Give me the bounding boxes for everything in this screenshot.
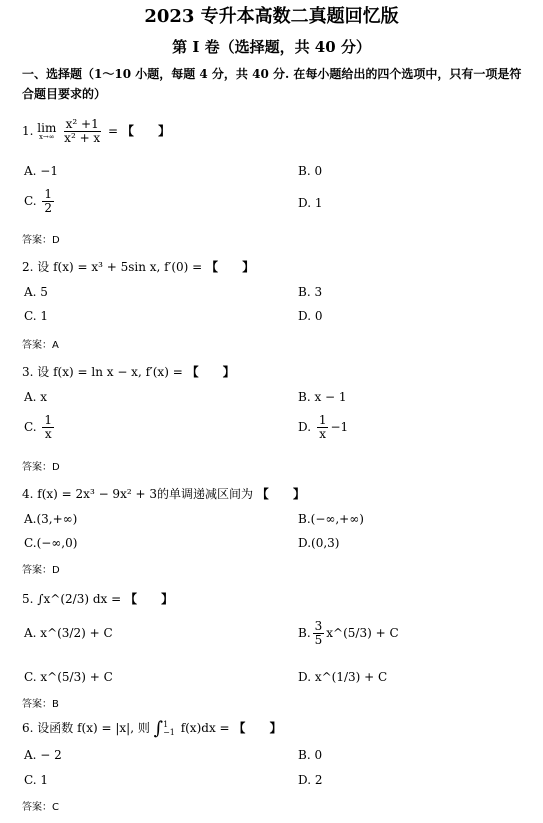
answer-4: 答案：D bbox=[22, 565, 60, 576]
option-c: C. $\frac{1}{2}$ bbox=[24, 187, 53, 216]
page-subtitle: 第 I 卷（选择题，共 40 分） bbox=[172, 38, 371, 56]
option-d: D. 2 bbox=[298, 773, 323, 787]
limit-operator: lim x→∞ bbox=[37, 121, 57, 142]
option-d: D. 1 bbox=[298, 196, 323, 210]
option-b: B. x − 1 bbox=[298, 390, 347, 404]
option-c: C. 1 bbox=[24, 309, 49, 323]
question-4: 4. f(x) = 2x³ − 9x² + 3的单调递减区间为 【 】 bbox=[22, 487, 315, 501]
answer-1: 答案：D bbox=[22, 235, 60, 246]
option-b: B. 0 bbox=[298, 164, 323, 178]
answer-2: 答案：A bbox=[22, 340, 59, 351]
question-1: 1. lim x→∞ $\frac{\text{x² +1}}{\text{x² + x}}$ = 【 】 bbox=[22, 117, 181, 146]
answer-bracket: 【 】 bbox=[186, 365, 245, 379]
answer-5: 答案：B bbox=[22, 699, 59, 710]
option-c: C. x^(5/3) + C bbox=[24, 670, 113, 684]
answer-bracket: 【 】 bbox=[125, 592, 184, 606]
option-c: C. $\frac{1}{x}$ bbox=[24, 413, 53, 442]
option-b: B.(−∞,+∞) bbox=[298, 512, 364, 526]
question-5: 5. ∫x^(2/3) dx = 【 】 bbox=[22, 592, 184, 606]
option-a: A. 5 bbox=[24, 285, 48, 299]
integral-sign-icon: ∫ bbox=[153, 718, 164, 739]
answer-3: 答案：D bbox=[22, 462, 60, 473]
section-instructions: 一、选择题（1～10 小题，每题 4 分，共 40 分. 在每小题给出的四个选项中，只有一项是符合题目要求的） bbox=[22, 67, 522, 101]
answer-bracket: 【 】 bbox=[121, 124, 181, 139]
option-d: D. 0 bbox=[298, 309, 323, 323]
answer-bracket: 【 】 bbox=[256, 487, 315, 501]
option-b: B. 0 bbox=[298, 748, 323, 762]
question-2: 2. 设 f(x) = x³ + 5sin x, f′(0) = 【 】 bbox=[22, 260, 265, 274]
option-a: A.(3,+∞) bbox=[24, 512, 78, 526]
option-a: A. x bbox=[24, 390, 48, 404]
page-title: 2023 专升本高数二真题回忆版 bbox=[144, 6, 399, 27]
option-a: A. x^(3/2) + C bbox=[24, 626, 113, 640]
option-c: C.(−∞,0) bbox=[24, 536, 78, 550]
option-c: C. 1 bbox=[24, 773, 49, 787]
option-d: D. x^(1/3) + C bbox=[298, 670, 388, 684]
option-a: A. − 2 bbox=[24, 748, 62, 762]
question-6: 6. 设函数 f(x) = |x|, 则 ∫ 1 −1 f(x)dx = 【 】 bbox=[22, 718, 292, 739]
answer-bracket: 【 】 bbox=[206, 260, 265, 274]
option-b: B. $\frac{3}{5}$ x^(5/3) + C bbox=[298, 619, 399, 648]
option-a: A. −1 bbox=[24, 164, 58, 178]
answer-bracket: 【 】 bbox=[233, 721, 292, 735]
option-d: D.(0,3) bbox=[298, 536, 340, 550]
option-b: B. 3 bbox=[298, 285, 323, 299]
fraction: $\frac{\text{x² +1}}{\text{x² + x}}$ bbox=[64, 117, 101, 146]
question-3: 3. 设 f(x) = ln x − x, f′(x) = 【 】 bbox=[22, 365, 245, 379]
option-d: D. $\frac{1}{x}$ −1 bbox=[298, 413, 349, 442]
answer-6: 答案：C bbox=[22, 802, 59, 813]
